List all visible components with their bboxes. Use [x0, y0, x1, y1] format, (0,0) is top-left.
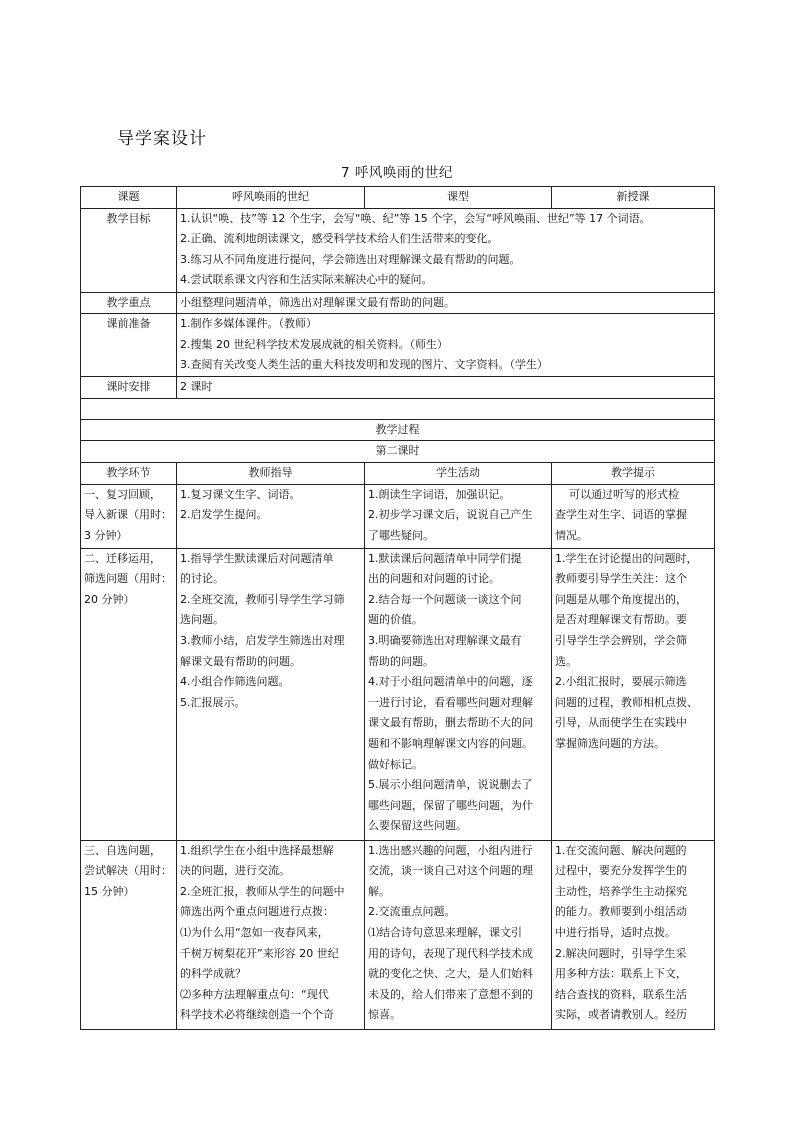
student-line: 1.默读课后问题清单中同学们提: [368, 551, 522, 565]
tips-line: 情况。: [555, 528, 588, 542]
student-line: 么要保留这些问题。: [368, 819, 467, 833]
process-row-review: [81, 484, 715, 548]
process-header-row: [81, 462, 715, 484]
lesson-title: 7 呼风唤雨的世纪: [341, 165, 453, 181]
hours-label: 课时安排: [81, 377, 177, 399]
teacher-line: 4.小组合作筛选问题。: [180, 675, 290, 689]
teacher-line: 3.教师小结，启发学生筛选出对理: [180, 633, 345, 647]
type-label: 课型: [365, 187, 552, 209]
student-line: 1.朗读生字词语，加强识记。: [368, 487, 511, 501]
tips-line: 的能力。教师要到小组活动: [555, 905, 687, 919]
tips-line: 教师要引导学生关注：这个: [555, 572, 687, 586]
teacher-line: 解课文最有帮助的问题。: [180, 654, 301, 668]
stage-line: 3 分钟）: [84, 528, 128, 542]
tips-line: 过程中，要充分发挥学生的: [555, 864, 687, 878]
student-line: 惊喜。: [368, 1008, 401, 1022]
topic-label: 课题: [81, 187, 177, 209]
lesson-plan-table: [80, 186, 715, 1030]
topic-row: [81, 187, 715, 209]
teacher-line: 筛选出两个重点问题进行点拨：: [180, 905, 334, 919]
student-line: 5.展示小组问题清单，说说删去了: [368, 778, 533, 792]
spacer-cell: [81, 398, 715, 419]
student-line: 题和不影响理解课文内容的问题。: [368, 736, 533, 750]
header-stage: 教学环节: [81, 462, 177, 484]
student-line: 一进行讨论，看看哪些问题对理解: [368, 695, 533, 709]
student-line: 2.结合每一个问题谈一谈这个问: [368, 592, 522, 606]
stage-line: 20 分钟）: [84, 592, 135, 606]
stage-line: 导入新课（用时：: [84, 508, 172, 522]
stage-line: 15 分钟）: [84, 884, 135, 898]
tips-line: 主动性，培养学生主动探究: [555, 884, 687, 898]
process-row-screening: [81, 548, 715, 840]
stage-line: 三、自选问题，: [84, 843, 161, 857]
student-line: 就的变化之快、之大，是人们始料: [368, 967, 533, 981]
prep-item: 3.查阅有关改变人类生活的重大科技发明和发现的图片、文字资料。（学生）: [180, 358, 548, 372]
teacher-line: 千树万树梨花开”来形容 20 世纪: [180, 946, 339, 960]
focus-label: 教学重点: [81, 292, 177, 314]
tips-line: 引导，从而使学生在实践中: [555, 716, 687, 730]
student-line: 做好标记。: [368, 757, 423, 771]
student-line: 4.对于小组问题清单中的问题，逐: [368, 675, 533, 689]
teacher-cell: [177, 840, 365, 1029]
session-row: [81, 441, 715, 463]
header-teacher: 教师指导: [177, 462, 365, 484]
student-line: 帮助的问题。: [368, 654, 434, 668]
header-tips: 教学提示: [552, 462, 715, 484]
student-line: 未及的，给人们带来了意想不到的: [368, 987, 533, 1001]
focus-value: 小组整理问题清单，筛选出对理解课文最有帮助的问题。: [177, 292, 715, 314]
student-line: 题的价值。: [368, 613, 423, 627]
tips-line: 2.解决问题时，引导学生采: [555, 946, 687, 960]
process-title: 教学过程: [81, 419, 715, 441]
student-line: 1.选出感兴趣的问题，小组内进行: [368, 843, 533, 857]
goals-list: [177, 208, 715, 292]
focus-row: [81, 292, 715, 314]
teacher-line: 1.指导学生默读课后对问题清单: [180, 551, 334, 565]
tips-line: 用多种方法：联系上下文，: [555, 967, 687, 981]
tips-line: 选。: [555, 654, 577, 668]
session-label: 第二课时: [81, 441, 715, 463]
goal-item: 1.认识“唤、技”等 12 个生字，会写“唤、纪”等 15 个字，会写“呼风唤雨、世纪”等 17 个词语。: [180, 211, 651, 225]
teacher-line: 选问题。: [180, 613, 224, 627]
tips-line: 掌握筛选问题的方法。: [555, 736, 665, 750]
stage-cell: [81, 840, 177, 1029]
tips-line: 问题是从哪个角度提出的，: [555, 592, 687, 606]
tips-line: 是否对理解课文有帮助。要: [555, 613, 687, 627]
teacher-line: 5.汇报展示。: [180, 695, 246, 709]
teacher-line: 的科学成就？: [180, 967, 246, 981]
tips-cell: [552, 548, 715, 840]
tips-line: 中进行指导，适时点拨。: [555, 925, 676, 939]
stage-cell: [81, 548, 177, 840]
goals-label: 教学目标: [81, 208, 177, 292]
teacher-line: 2.启发学生提问。: [180, 508, 268, 522]
stage-line: 筛选问题（用时：: [84, 572, 172, 586]
type-value: 新授课: [552, 187, 715, 209]
student-line: 2.初步学习课文后，说说自己产生: [368, 508, 533, 522]
teacher-line: 的讨论。: [180, 572, 224, 586]
teacher-line: 2.全班交流，教师引导学生学习筛: [180, 592, 345, 606]
tips-line: 查学生对生字、词语的掌握: [555, 508, 687, 522]
process-title-row: [81, 419, 715, 441]
student-line: 解。: [368, 884, 390, 898]
document-heading: 导学案设计: [117, 129, 207, 149]
student-cell: [365, 840, 552, 1029]
prep-item: 2.搜集 20 世纪科学技术发展成就的相关资料。（师生）: [180, 337, 448, 351]
tips-line: 可以通过听写的形式检: [569, 487, 679, 501]
teacher-line: 1.组织学生在小组中选择最想解: [180, 843, 334, 857]
prep-label: 课前准备: [81, 314, 177, 377]
process-row-solving: [81, 840, 715, 1029]
prep-list: [177, 314, 715, 377]
stage-line: 二、迁移运用，: [84, 551, 161, 565]
topic-value: 呼风唤雨的世纪: [177, 187, 365, 209]
tips-line: 问题的过程，教师相机点拨、: [555, 695, 698, 709]
student-cell: [365, 484, 552, 548]
stage-line: 尝试解决（用时：: [84, 864, 172, 878]
student-line: 2.交流重点问题。: [368, 905, 456, 919]
student-line: 用的诗句，表现了现代科学技术成: [368, 946, 533, 960]
tips-line: 1.在交流问题、解决问题的: [555, 843, 687, 857]
student-line: 3.明确要筛选出对理解课文最有: [368, 633, 522, 647]
tips-line: 结合查找的资料，联系生活: [555, 987, 687, 1001]
student-line: ⑴结合诗句意思来理解，课文引: [368, 925, 522, 939]
prep-row: [81, 314, 715, 377]
hours-row: [81, 377, 715, 399]
stage-cell: [81, 484, 177, 548]
prep-item: 1.制作多媒体课件。（教师）: [180, 317, 317, 331]
tips-line: 引导学生学会辨别，学会筛: [555, 633, 687, 647]
student-cell: [365, 548, 552, 840]
tips-line: 2.小组汇报时，要展示筛选: [555, 675, 687, 689]
student-line: 交流，谈一谈自己对这个问题的理: [368, 864, 533, 878]
teacher-line: 决的问题，进行交流。: [180, 864, 290, 878]
goal-item: 3.练习从不同角度进行提问，学会筛选出对理解课文最有帮助的问题。: [180, 252, 521, 266]
student-line: 哪些问题，保留了哪些问题，为什: [368, 798, 533, 812]
teacher-cell: [177, 484, 365, 548]
teacher-line: 科学技术必将继续创造一个个奇: [180, 1008, 334, 1022]
teacher-line: ⑴为什么用“忽如一夜春风来，: [180, 925, 329, 939]
header-student: 学生活动: [365, 462, 552, 484]
student-line: 出的问题和对问题的讨论。: [368, 572, 500, 586]
tips-line: 实际，或者请教别人。经历: [555, 1008, 687, 1022]
spacer-row: [81, 398, 715, 419]
student-line: 课文最有帮助，删去帮助不大的问: [368, 716, 533, 730]
goal-item: 4.尝试联系课文内容和生活实际来解决心中的疑问。: [180, 273, 433, 287]
goal-item: 2.正确、流利地朗读课文，感受科学技术给人们生活带来的变化。: [180, 232, 499, 246]
teacher-cell: [177, 548, 365, 840]
tips-line: 1.学生在讨论提出的问题时，: [555, 551, 698, 565]
stage-line: 一、复习回顾，: [84, 487, 161, 501]
teacher-line: 1.复习课文生字、词语。: [180, 487, 301, 501]
goals-row: [81, 208, 715, 292]
tips-cell: [552, 484, 715, 548]
hours-value: 2 课时: [177, 377, 715, 399]
teacher-line: ⑵多种方法理解重点句：“现代: [180, 987, 329, 1001]
tips-cell: [552, 840, 715, 1029]
student-line: 了哪些疑问。: [368, 528, 434, 542]
teacher-line: 2.全班汇报，教师从学生的问题中: [180, 884, 345, 898]
